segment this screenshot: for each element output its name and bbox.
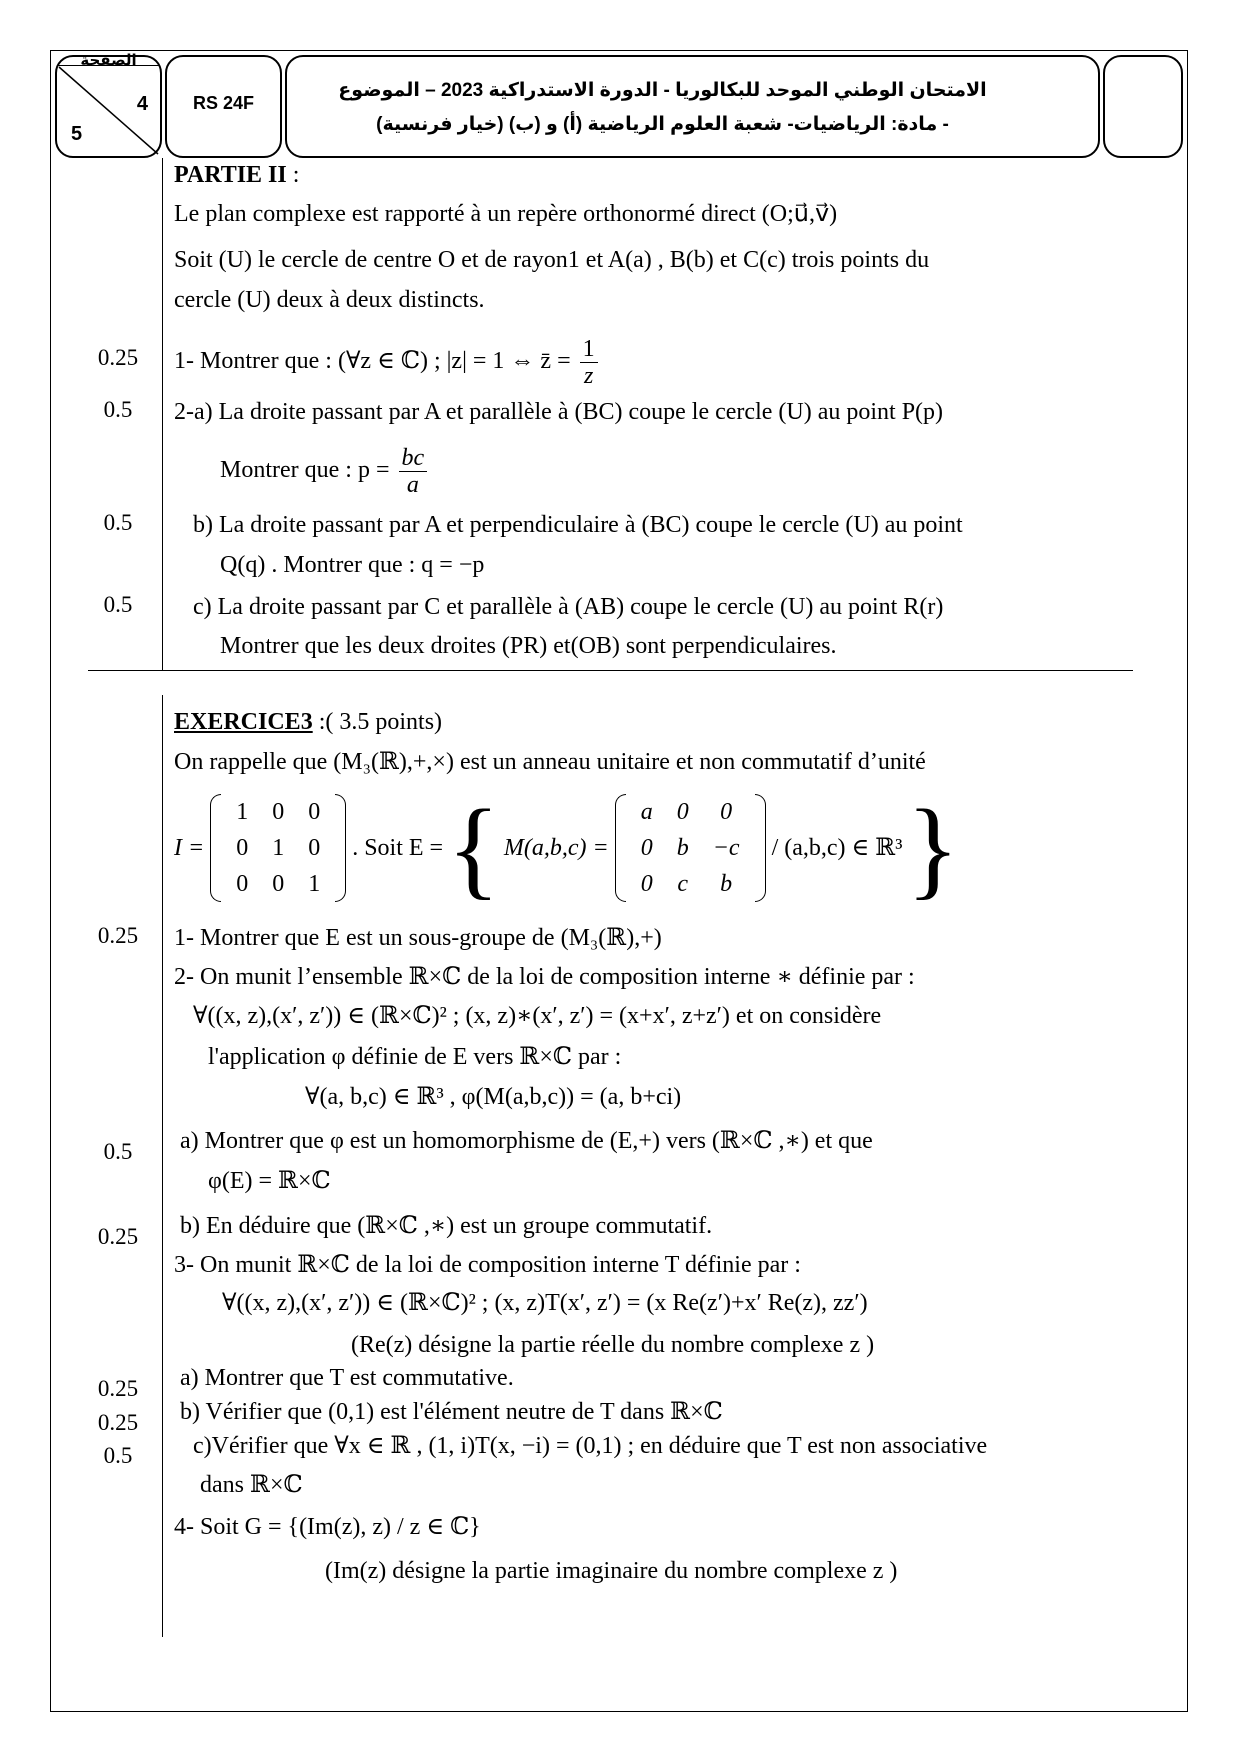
partie2-q2c: c) La droite passant par C et parallèle à (AB) coupe le cercle (U) au point R(r) — [193, 594, 944, 620]
ex3-q4-note: (Im(z) désigne la partie imaginaire du nombre complexe z ) — [325, 1558, 898, 1584]
matrix-cell: 0 — [308, 835, 321, 861]
score-8: 0.25 — [97, 1376, 139, 1401]
ex3-intro: On rappelle que (M₃(ℝ),+,×) est un anneau unitaire et non commutatif d’unité — [174, 749, 926, 775]
ex3-q2-law: ∀((x, z),(x′, z′)) ∈ (ℝ×ℂ)² ; (x, z)∗(x′, z′) = (x+x′, z+z′) et on considère — [193, 1003, 882, 1029]
page-label: الصفحة — [80, 52, 137, 69]
matrix-cell: 1 — [308, 871, 321, 897]
page-number-box — [55, 52, 162, 158]
exam-subject: - مادة: الرياضيات- شعبة العلوم الرياضية (أ) و (ب) (خيار فرنسية) — [376, 114, 949, 135]
exam-code: RS 24F — [192, 93, 255, 113]
partie2-title: PARTIE II — [174, 162, 287, 188]
matrix-cell: 0 — [640, 835, 653, 861]
ex3-q3: 3- On munit ℝ×ℂ de la loi de composition interne T définie par : — [174, 1252, 801, 1278]
partie2-colon: : — [286, 162, 300, 188]
ex3-heading — [174, 707, 442, 737]
exam-title: الامتحان الوطني الموحد للبكالوريا - الدورة الاستدراكية 2023 – الموضوع — [338, 80, 987, 101]
matrix-cell: b — [676, 835, 689, 861]
margin-line-top — [162, 158, 163, 670]
ex3-q3c-line2: dans ℝ×ℂ — [200, 1472, 303, 1498]
fraction-numerator: 1 — [580, 336, 598, 363]
partie2-q1-text: 1- Montrer que : (∀z ∈ ℂ) ; |z| = 1 ⇔ z̄ = — [174, 348, 571, 374]
matrix-cell: b — [720, 871, 733, 897]
ex3-q1: 1- Montrer que E est un sous-groupe de (M₃(ℝ),+) — [174, 925, 662, 951]
ex3-q2: 2- On munit l’ensemble ℝ×ℂ de la loi de composition interne ∗ définie par : — [174, 964, 915, 990]
section-separator — [88, 670, 1133, 671]
partie2-q2b-line2: Q(q) . Montrer que : q = −p — [220, 552, 485, 578]
ex3-title: EXERCICE3 — [174, 709, 313, 735]
ex3-q4: 4- Soit G = {(Im(z), z) / z ∈ ℂ} — [174, 1514, 481, 1540]
matrix-cell: 0 — [272, 871, 285, 897]
title-box — [285, 55, 1100, 158]
matrix-cell: c — [677, 871, 689, 897]
page-number: 4 — [136, 93, 148, 115]
score-1: 0.25 — [97, 345, 139, 370]
M-label: M(a,b,c) = — [503, 835, 609, 861]
ex3-q3a: a) Montrer que T est commutative. — [180, 1365, 514, 1391]
identity-label: I = — [174, 835, 205, 861]
ex3-q2a: a) Montrer que φ est un homomorphisme de (E,+) vers (ℝ×ℂ ,∗) et que — [180, 1128, 873, 1154]
matrix-cell: 0 — [236, 871, 249, 897]
score-3: 0.5 — [103, 510, 133, 535]
ex3-q3c: c)Vérifier que ∀x ∈ ℝ , (1, i)T(x, −i) = (0,1) ; en déduire que T est non associative — [193, 1433, 988, 1459]
score-9: 0.25 — [97, 1410, 139, 1435]
matrix-cell: a — [640, 799, 653, 825]
fraction-denominator: a — [406, 471, 419, 498]
ex3-q2-definition: ∀(a, b,c) ∈ ℝ³ , φ(M(a,b,c)) = (a, b+ci) — [305, 1084, 682, 1110]
matrix-cell: 0 — [308, 799, 321, 825]
score-5: 0.25 — [97, 923, 139, 948]
score-4: 0.5 — [103, 592, 133, 617]
fraction-denominator: z — [583, 362, 594, 389]
partie2-q2a-fraction — [399, 445, 428, 498]
ex3-q2a-line2: φ(E) = ℝ×ℂ — [208, 1168, 331, 1194]
ex3-points: :( 3.5 points) — [312, 709, 443, 735]
score-7: 0.25 — [97, 1224, 139, 1249]
matrix-cell: −c — [712, 835, 740, 861]
matrix-cell: 0 — [640, 871, 653, 897]
score-10: 0.5 — [103, 1443, 133, 1468]
matrix-cell: 1 — [272, 835, 285, 861]
score-6: 0.5 — [103, 1139, 133, 1164]
matrix-cell: 0 — [236, 835, 249, 861]
right-brace: } — [906, 787, 960, 909]
ex3-q2-application: l'application φ définie de E vers ℝ×ℂ par : — [208, 1044, 622, 1070]
ex3-q2b: b) En déduire que (ℝ×ℂ ,∗) est un groupe commutatif. — [180, 1213, 713, 1239]
partie2-q2a: 2-a) La droite passant par A et parallèle à (BC) coupe le cercle (U) au point P(p) — [174, 399, 944, 425]
margin-line-bottom — [162, 695, 163, 1637]
partie2-q2a-text: Montrer que : p = — [220, 457, 390, 483]
ex3-q3-law: ∀((x, z),(x′, z′)) ∈ (ℝ×ℂ)² ; (x, z)T(x′, z′) = (x Re(z′)+x′ Re(z), zz′) — [222, 1290, 868, 1316]
code-box — [165, 55, 282, 158]
blank-box — [1103, 55, 1183, 158]
matrix-cell: 0 — [720, 799, 733, 825]
partie2-q1 — [174, 333, 601, 389]
ex3-q3b: b) Vérifier que (0,1) est l'élément neutre de T dans ℝ×ℂ — [180, 1399, 723, 1425]
ex3-q3-note: (Re(z) désigne la partie réelle du nombre complexe z ) — [351, 1332, 875, 1358]
partie2-q2a-line2 — [220, 442, 430, 498]
partie2-q1-fraction — [580, 336, 598, 389]
E-condition: / (a,b,c) ∈ ℝ³ — [771, 835, 903, 861]
score-2: 0.5 — [103, 397, 133, 422]
ex3-definition-E — [174, 787, 960, 909]
identity-matrix — [210, 794, 346, 902]
matrix-cell: 0 — [676, 799, 689, 825]
matrix-cell: 0 — [272, 799, 285, 825]
partie2-intro-1: Le plan complexe est rapporté à un repère orthonormé direct (O;u⃗,v⃗) — [174, 201, 838, 227]
partie2-intro-2: Soit (U) le cercle de centre O et de rayon1 et A(a) , B(b) et C(c) trois points du — [174, 247, 930, 273]
partie2-q2b: b) La droite passant par A et perpendiculaire à (BC) coupe le cercle (U) au point — [193, 512, 963, 538]
partie2-q2c-line2: Montrer que les deux droites (PR) et(OB) sont perpendiculaires. — [220, 633, 837, 659]
soit-E-label: . Soit E = — [352, 835, 444, 861]
fraction-numerator: bc — [399, 445, 428, 472]
partie2-intro-3: cercle (U) deux à deux distincts. — [174, 287, 485, 313]
E-matrix — [615, 794, 766, 902]
matrix-cell: 1 — [236, 799, 249, 825]
left-brace: { — [447, 787, 500, 909]
partie2-heading — [174, 160, 299, 190]
page-total: 5 — [71, 123, 83, 145]
